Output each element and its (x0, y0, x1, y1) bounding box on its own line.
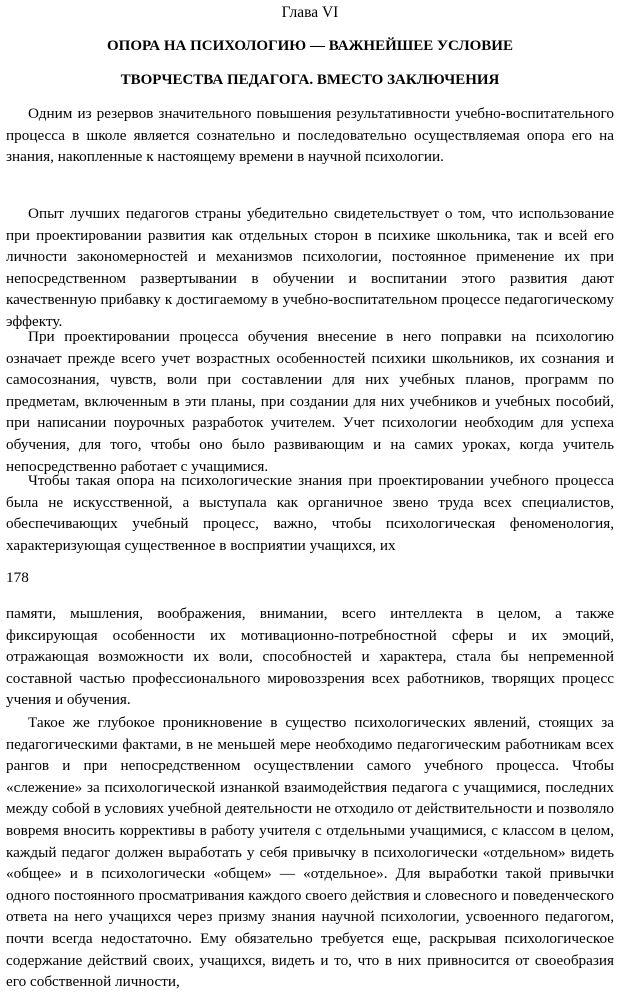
chapter-heading: Глава VI (281, 4, 339, 21)
paragraph-3: При проектировании процесса обучения внесение в него поправки на психологию означает прежде всего учет возрастных особенностей психики школьников, их сознания и самосознания, чувств, воли при составлении для них учебных планов, программ по предметам, включенным в эти планы, при создании для них учебников и учебных пособий, при написании поурочных разработок учителем. Учет психологии необходим для успеха обучения, для того, чтобы оно было развивающим и на самих уроках, когда учитель непосредственно работает с учащимися. (6, 328, 614, 475)
chapter-title-line-2: ТВОРЧЕСТВА ПЕДАГОГА. ВМЕСТО ЗАКЛЮЧЕНИЯ (120, 72, 500, 88)
chapter-title-line-1: ОПОРА НА ПСИХОЛОГИЮ — ВАЖНЕЙШЕЕ УСЛОВИЕ (107, 38, 513, 54)
paragraph-2: Опыт лучших педагогов страны убедительно свидетельствует о том, что использование при проектировании развития как отдельных сторон в психике школьника, так и всей его личности закономерностей и механизмов психологии, постоянное применение их при непосредственном развертывании в обучении и воспитании этого развития дают качественную прибавку к достигаемому в учебно-воспитательном процессе педагогическому эффекту. (6, 205, 614, 330)
paragraph-1: Одним из резервов значительного повышения результативности учебно-воспитательного процесса в школе является сознательно и последовательно осуществляемая опора его на знания, накопленные к настоящему времени в научной психологии. (6, 105, 614, 166)
paragraph-continuation: памяти, мышления, воображения, внимании, всего интеллекта в целом, а также фиксирующая особенности их мотивационно-потребностной сферы и их эмоций, отражающая возможности их воли, способностей и характера, стала бы непременной составной частью профессионального мировоззрения всех работников, творящих процесс учения и обучения. (6, 605, 614, 709)
paragraph-5: Такое же глубокое проникновение в существо психологических явлений, стоящих за педагогическими фактами, в не меньшей мере необходимо педагогическим работникам всех рангов и при непосредственном осуществлении самого учебного процесса. Чтобы «слежение» за психологической изнанкой взаимодействия педагога с учащимися, последних между собой в условиях учебной деятельности не отходило от действительности и позволяло вовремя вносить коррективы в работу учителя с отдельными учащимися, с классом в целом, каждый педагог должен выработать у себя привычку в психологически «отдельном» видеть «общее» и в психологически «общем» — «отдельное». Для выработки такой привычки одного постоянного просматривания каждого своего действия и словесного и поведенческого ответа на него учащихся через призму знания научной психологии, усвоенного педагогом, почти всегда недостаточно. Ему обязательно требуется еще, раскрывая психологическое содержание действий своих, учащихся, видеть и то, что в них привносится от своеобразия его собственной личности, (6, 714, 614, 991)
paragraph-4: Чтобы такая опора на психологические знания при проектировании учебного процесса была не искусственной, а выступала как органичное звено труда всех специалистов, обеспечивающих учебный процесс, важно, чтобы психологическая феноменология, характеризующая существенное в восприятии учащихся, их (6, 472, 614, 554)
page-number: 178 (6, 569, 29, 586)
